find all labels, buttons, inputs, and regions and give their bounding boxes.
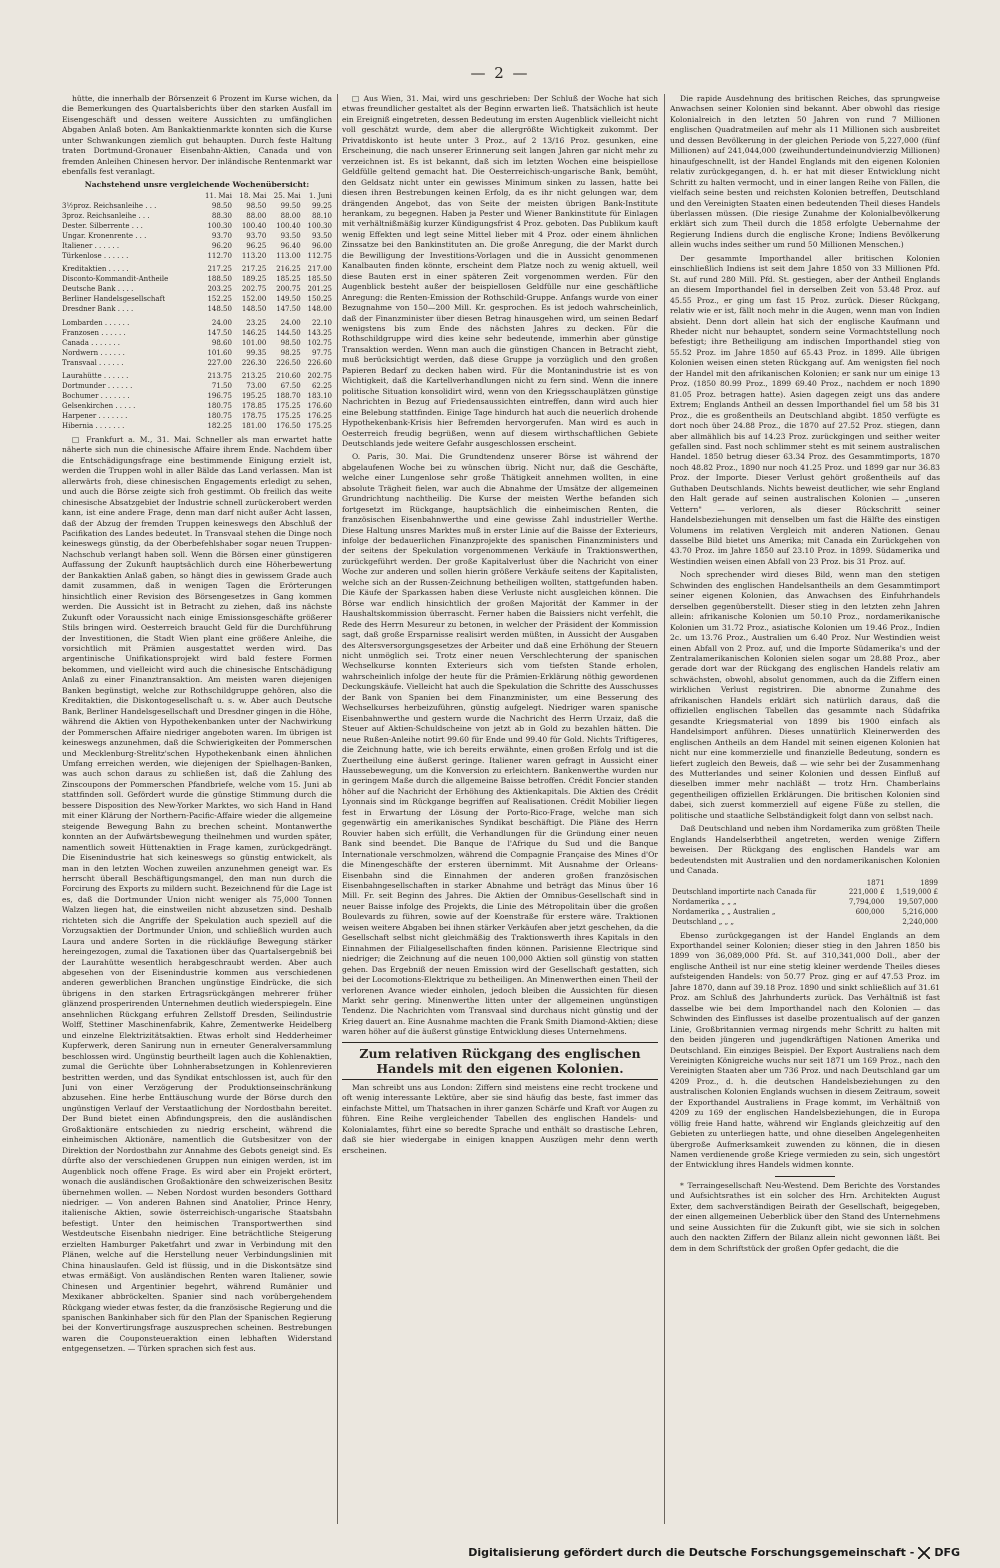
table-row [670,908,940,918]
rates-table-body [62,202,332,432]
page-number: — 2 — [470,64,530,82]
column-header: 1899 [920,878,938,887]
table-cell: 100.40 [241,221,267,230]
security-name: Hibernia . . . . . . . [62,422,125,431]
security-name: Franzosen . . . . . . [62,328,126,337]
trade-label: Deutschland importirte nach Canada für [672,888,817,897]
table-cell: 24.00 [280,318,301,327]
table-row [62,222,332,232]
table-cell: 97.75 [311,348,332,357]
footer-text: Digitalisierung gefördert durch die Deutsche Forschungsgemeinschaft - [468,1546,915,1559]
table-cell: 216.25 [276,265,301,274]
security-name: Nordwern . . . . . . [62,348,125,357]
table-cell: 203.25 [207,285,232,294]
article-headline: Zum relativen Rückgang des englischen Handels mit den eigenen Kolonien. [342,1042,658,1080]
security-name: Canada . . . . . . . [62,338,121,347]
table-cell: 217.00 [307,265,332,274]
table-cell: 22.10 [311,318,332,327]
trade-label: Nordamerika „ „ Australien „ [672,907,776,916]
table-row [62,349,332,359]
table-row [62,329,332,339]
table-row [670,918,940,928]
table-cell: 181.00 [241,422,267,431]
table-cell: 96.20 [211,241,232,250]
table-cell: 176.25 [307,412,332,421]
table-cell: 7,794,000 [848,898,885,907]
table-cell: 67.50 [280,382,301,391]
table-cell: 188.50 [207,275,232,284]
table-row [62,359,332,369]
table-cell: 113.00 [276,251,301,260]
security-name: Bochumer . . . . . . . [62,392,130,401]
table-cell: 188.70 [276,392,301,401]
section-divider [775,1176,835,1177]
table-cell: 195.25 [241,392,267,401]
table-cell: 150.25 [307,295,332,304]
table-cell [841,918,887,928]
table-cell: 144.50 [276,328,301,337]
table-cell: 1,519,000 £ [895,888,938,897]
table-cell: 180.75 [207,412,232,421]
security-name: Transvaal . . . . . . [62,358,124,367]
security-name: Gelsenkirchen . . . . . [62,402,136,411]
digitization-footer [468,1546,960,1559]
table-row [62,261,332,275]
table-cell: 226.30 [241,358,267,367]
security-name: Ungar. Kronenrente . . . [62,231,147,240]
table-cell: 147.50 [207,328,232,337]
table-cell: 210.60 [276,372,301,381]
table-cell: 88.00 [246,211,267,220]
table-cell: 98.50 [246,201,267,210]
table-cell: 88.10 [311,211,332,220]
column-header: 1. Juni [309,192,332,201]
table-cell: 93.50 [280,231,301,240]
table-cell: 221,000 £ [848,888,885,897]
column-middle [342,94,658,1526]
security-name: 3½proz. Reichsanleihe . . . [62,201,157,210]
security-name: Italiener . . . . . . [62,241,120,250]
table-cell: 100.40 [276,221,301,230]
table-row [62,285,332,295]
table-cell: 101.00 [241,338,267,347]
column-header: 11. Mai [205,192,232,201]
security-name: Dortmunder . . . . . . [62,382,133,391]
table-cell: 175.25 [307,422,332,431]
footer-logo-text: DFG [934,1546,960,1559]
table-cell: 93.70 [211,231,232,240]
table-cell: 19,507,000 [897,898,938,907]
table-cell: 2,240,000 [902,917,938,926]
table-cell: 98.50 [211,201,232,210]
table-cell: 93.50 [311,231,332,240]
table-cell: 213.25 [241,372,267,381]
table-cell: 200.75 [276,285,301,294]
table-cell: 182.25 [207,422,232,431]
table-cell: 196.75 [207,392,232,401]
security-name: Türkenlose . . . . . . [62,251,129,260]
table-cell: 185.50 [307,275,332,284]
table-cell: 226.60 [307,358,332,367]
table-row [670,888,940,898]
table-cell: 98.60 [211,338,232,347]
table-cell: 213.75 [207,372,232,381]
table-row [62,295,332,305]
table-cell: 185.25 [276,275,301,284]
paragraph: Die rapide Ausdehnung des britischen Reiches, das sprungweise Anwachsen seiner Kolonien sind bekannt. Aber obwohl das riesige Kolonialreich in den letzten 50 Jahren von rund 7 Millionen englischen Quadratmeilen auf mehr als 11 Millionen sich ausbreitet und dessen Bevölkerung in der gleichen Periode von 5,227,000 (fünf Millionen) auf 241,044,000 (zweihundertundeinundvierzig Millionen) hinaufgeschnellt, ist der Handel Englands mit den eigenen Kolonien relativ zurückgegangen, d. h. er hat mit dieser Entwicklung nicht Schritt zu halten vermocht, und in einer langen Reihe von Fällen, die vielfach seine besten und reichsten Kolonien betreffen, Deutschland und den Vereinigten Staaten einen bedeutenden Theil dieses Handels überlassen müssen. (Die riesige Zunahme der Kolonialbevölkerung erklärt sich zum Theil durch die 1858 erfolgte Uebernahme der Regierung Indiens durch die englische Krone; Indiens Bevölkerung allein wuchs indes seither um rund 50 Millionen Menschen.) [670,94,940,250]
table-row [62,212,332,222]
security-name: Laurahütte . . . . . . [62,372,129,381]
table-row [62,339,332,349]
table-row [62,242,332,252]
dfg-logo-icon [918,1547,930,1559]
column-left [62,94,332,1526]
table-row [62,392,332,402]
table-cell: 73.00 [246,382,267,391]
column-header: 25. Mai [273,192,301,201]
paragraph: * Terraingesellschaft Neu-Westend. Dem Berichte des Vorstandes und Aufsichtsrathes ist ein solcher des Hrn. Architekten August Exter, dem sachverständigen Beirath der Gesellschaft, beigegeben, der einen allgemeinen Ueberblick über den Stand des Unternehmens und seine Aussichten für die Zukunft gibt, wie sie sich in solchen auch den nackten Ziffern der Bilanz allein nicht gewonnen läßt. Bei dem in dem Schriftstück der großen Opfer gedacht, die die [670,1180,940,1253]
column-header [670,879,841,889]
table-cell: 217.25 [241,265,267,274]
paragraph: O. Paris, 30. Mai. Die Grundtendenz unserer Börse ist während der abgelaufenen Woche bei zu wünschen übrig. Nicht nur, daß die Geschäfte, welche einer Lungenlose sehr große Thätigkeit annehmen wollten, in eine absolute Trägheit fielen, war auch die Abnahme der Umsätze der allgemeinen Grundrichtung nachtheilig. Die Kurse der meisten Werthe befanden sich fortgesetzt im Rückgange, hauptsächlich die einheimischen Renten, die französischen Eisenbahnwerthe und eine gewisse Zahl industrieller Werthe. Diese Haltung unsres Marktes muß in erster Linie auf die Baisse der Exterieurs, infolge der bedauerlichen Finanzprojekte des spanischen Finanzministers und der seitens der Spekulation vorgenommenen Verkäufe in Traktionswerthen, zurückgeführt werden. Der große Kapitalverlust über die Nachricht von einer Woche zur anderen und sollen hierin größere Verkäufe seitens der Kapitalisten, welche sich an der Russen-Zeichnung betheiligen wollten, stattgefunden haben. Die Käufe der Sparkassen haben diese Verluste nicht ausgleichen können. Die Börse war endlich hinsichtlich der großen Majorität der Kammer in der Haushaltskommission überrascht. Ferner haben die Baissiers nicht verfehlt, die Rede des Herrn Mesureur zu betonen, in welcher der Präsident der Kommission sagt, daß große Ersparnisse realisirt werden müßten, in Aussicht der Ausgaben des Altersversorgungsgesetzes der Arbeiter und daß eine Erhöhung der Steuern nicht unmöglich sei. Trotz einer neuen Verschlechterung der spanischen Wechselkurse konnten Exterieurs sich vom tiefsten Stande erholen, wahrscheinlich infolge der heute für die Prämien-Erklärung nöthig gewordenen Deckungskäufe. Vielleicht hat auch die Spekulation die Schritte des Ausschusses der Bank von Spanien bei dem Finanzminister, um eine Besserung des Wechselkurses herbeizuführen, günstig aufgelegt. Niedriger waren spanische Eisenbahnwerthe und gestern wurde die Nachricht des Herrn Urzaiz, daß die Steuer auf Aktien-Schuldscheine von jetzt ab in Gold zu bezahlen hätten. Die neue Rußen-Anleihe notirt 99.60 für Ende und 99.40 für Gold. Nichts Triftigeres, die Zeichnung hatte, wie ich bereits erwähnte, einen großen Erfolg und ist die Zuertheilung eine äußerst geringe. Italiener waren gefragt in Aussicht einer Haussebewegung, um die Konversion zu erleichtern. Bankenwerthe wurden nur in geringem Maße durch die allgemeine Baisse betroffen. Crédit Foncier standen höher auf die Nachricht der Erhöhung des Aktienkapitals. Die Aktien des Crédit Lyonnais sind im Rückgange begriffen auf Realisationen. Crédit Mobilier liegen fest in Erwartung der Lösung der Porto-Rico-Frage, welche man sich gegenwärtig ein amerikanisches Syndikat beschäftigt. Die Pläne des Herrn Rouvier haben sich erfüllt, die Verhandlungen für die Gründung einer neuen Bank sind beendet. Die Banque de l'Afrique du Sud und die Banque Internationale verschmolzen, während die Compagnie Française des Mines d'Or die Minengeschäfte der ersteren übernimmt. Mit Ausnahme der Orleans-Eisenbahn sind die Einnahmen der anderen großen französischen Eisenbahngesellschaften in starker Abnahme und beträgt das Minus über 16 Mill. Fr. seit Beginn des Jahres. Die Aktien der Omnibus-Gesellschaft sind in neuer Baisse infolge des Projekts, die Linie des Métropolitain über die großen Boulevards zu führen, sowie auf der Koenstraße für erstere wäre. Traktionen weisen weitere Abgaben bei ihnen stärker Verkäufen aber jetzt geschehen, da die Gesellschaft selbst nicht gleichmäßig des Traktionswerth ihres Kapitals in den Einnahmen der Filialgesellschaften finden können. Parisienne Electrique sind niedriger; die Zeichnung auf die neuen 100,000 Aktien soll günstig von statten gehen. Das Ergebniß der neuen Emission wird der Gesellschaft gestatten, sich bei der Locomotions-Elektrique zu betheiligen. An Minenwerthen einen Theil der verlorenen Avance wieder einholen, jedoch bleiben die Aussichten für diesen Markt sehr gering. Minenwerthe litten unter der allgemeinen ungünstigen Tendenz. Die Nachrichten vom Transvaal sind durchaus nicht günstig und der Krieg dauert an. Eine Ausnahme machten die Frank Smith Diamond-Aktien; diese waren höher auf die äußerst günstige Entwicklung dieses Unternehmens. [342,452,658,1037]
table-cell: 178.75 [241,412,267,421]
table-row [62,252,332,262]
table-cell: 88.00 [280,211,301,220]
table-cell: 24.00 [211,318,232,327]
security-name: Deutsche Bank . . . . [62,285,134,294]
table-cell: 147.50 [276,305,301,314]
table-row [670,898,940,908]
table-cell: 152.25 [207,295,232,304]
table-cell: 148.50 [241,305,267,314]
column-rule [337,94,338,1524]
table-cell: 99.50 [280,201,301,210]
column-header [62,192,198,202]
table-cell: 217.25 [207,265,232,274]
table-cell: 23.25 [246,318,267,327]
table-cell: 98.25 [280,348,301,357]
security-name: Harpener . . . . . . . [62,412,128,421]
table-cell: 149.50 [276,295,301,304]
table-cell: 175.25 [276,412,301,421]
table-cell: 202.75 [307,372,332,381]
paragraph: Der gesammte Importhandel aller britischen Kolonien einschließlich Indiens ist seit dem Jahre 1850 von 33 Millionen Pfd. St. auf rund 280 Mill. Pfd. St. gestiegen, aber der Antheil Englands an diesem Importhandel fiel in derselben Zeit von 53.48 Proz. auf 45.55 Proz., er ging um fast 15 Proz. zurück. Dieser Rückgang, relativ wie er ist, fällt noch mehr in die Augen, wenn man von Indien absieht. Denn dort allein hat sich der englische Kaufmann und Rheder nicht nur behauptet, sondern seine Vormachtstellung noch befestigt; ihre Betheiligung am indischen Importhandel stieg von 55.52 Proz. im Jahre 1850 auf 65.43 Proz. in 1899. Alle übrigen Kolonien weisen einen steten Rückgang auf. Am wenigsten fiel noch der Handel mit den afrikanischen Kolonien; er sank nur um einige 13 Proz. (1850 80.99 Proz., 1899 69.40 Proz., nachdem er noch 1890 81.05 Proz. betragen hatte). Asien dagegen zeigt uns das andere Extrem; Englands Antheil an dessen Importhandel fiel um 58 bis 31 Proz., die es großentheils an Deutschland abgibt. 1850 verfügte es dort noch über 24.88 Proz., die 1870 auf 27.52 Proz. stiegen, dann aber allmählich bis auf 14.23 Proz. zurückgingen und seither weiter gefallen sind. Fast noch schlimmer steht es mit seinem australischen Handel. 1850 betrug dieser 63.34 Proz. des Gesammtimports, 1870 noch 48.82 Proz., 1890 nur noch 41.25 Proz. und 1899 gar nur 36.83 Proz. der Importe. Dieser Verlust gehört großentheils auf das Guthaben Deutschlands. Nichts beweist deutlicher, wie sehr England den Halt gerade auf seinen australischen Kolonien — „unseren Vettern" — verloren, als dieser Rückschritt seiner Handelsbeziehungen mit denselben um fast die Hälfte des einstigen Volumens im relativen Vergleich mit anderen Nationen. Genau dasselbe Bild bietet uns Amerika; mit Canada ein Zurückgehen von 43.70 Proz. im Jahre 1850 auf 23.10 Proz. in 1899. Südamerika und Westindien weisen einen Abfall von 23 Proz. bis 31 Proz. auf. [670,253,940,566]
table-cell: 100.30 [307,221,332,230]
security-name: Kreditaktien . . . . . [62,265,129,274]
table-row [62,232,332,242]
table-cell: 99.35 [246,348,267,357]
table-cell: 88.30 [211,211,232,220]
table-cell: 71.50 [211,382,232,391]
table-intro: Nachstehend unsre vergleichende Wochenübersicht: [84,179,310,189]
column-right [670,94,940,1526]
table-cell: 62.25 [311,382,332,391]
table-row [62,402,332,412]
table-cell: 146.25 [241,328,267,337]
table-row [62,412,332,422]
table-cell: 600,000 [855,907,885,916]
table-cell: 183.10 [307,392,332,401]
table-cell: 112.70 [207,251,232,260]
table-row [62,275,332,285]
table-cell: 98.50 [280,338,301,347]
table-cell: 226.50 [276,358,301,367]
rates-table [62,192,332,432]
table-cell: 180.75 [207,402,232,411]
table-cell: 113.20 [241,251,267,260]
paragraph: Daß Deutschland und neben ihm Nordamerika zum größten Theile Englands Handelserbtheil angetreten, werden wenige Ziffern beweisen. Der Rückgang des englischen Handels war am bedeutendsten mit Australien und den nordamerikanischen Kolonien und Canada. [670,824,940,876]
table-cell: 112.75 [307,251,332,260]
security-name: 3proz. Reichsanleihe . . . [62,211,150,220]
table-cell: 178.85 [241,402,267,411]
column-header: 1871 [866,878,885,887]
table-header-row [670,879,940,889]
security-name: Disconto-Kommandit-Antheile [62,275,169,284]
security-name: Dester. Silberrente . . . [62,221,143,230]
table-cell: 96.00 [311,241,332,250]
table-row [62,202,332,212]
table-cell: 100.30 [207,221,232,230]
trade-table-body [670,888,940,927]
paragraph: Noch sprechender wird dieses Bild, wenn man den stetigen Schwinden des englischen Handelsantheils an dem Gesammtimport seiner eigenen Kolonien, das Anwachsen des Einfuhrhandels derselben gegenüberstellt. Dieser stieg in den letzten zehn Jahren allein: afrikanische Kolonien um 50.10 Proz., nordamerikanische Kolonien um 31.72 Proz., asiatische Kolonien um 19.46 Proz., Indien 2c. um 13.76 Proz., Australien um 6.40 Proz. Nur Westindien weist einen Abfall von 2 Proz. auf, und die Importe Südamerika's und der Zentralamerikanischen Kolonien sielen sogar um 28.88 Proz., aber gerade dort war der Rückgang des englischen Handels relativ am schwächsten, obwohl, absolut genommen, auch da die Ziffern einen wirklichen Verlust registriren. Die abnorme Zunahme des afrikanischen Handels erklärt sich natürlich daraus, daß die offiziellen englischen Tabellen das gesammte nach Südafrika gesandte Kriegsmaterial von 1899 bis 1900 einfach als Handelsimport anführen. Dieses unnatürlich Kleinerwerden des englischen Antheils an dem Handel mit seinen eigenen Kolonien hat nicht nur eine kommerzielle und finanzielle Bedeutung, sondern es liefert zugleich den Beweis, daß — wie sehr bei der Zusammenhang des Mutterlandes und seiner Kolonien und dessen Einfluß auf dieselben immer mehr nachläßt — trotz Hrn. Chamberlains gegentheiligen offiziellen Erklärungen. Die britischen Kolonien sind dabei, sich zuerst kommerziell auf eigene Füße zu stellen, die politische und staatliche Selbständigkeit folgt dann von selbst nach. [670,570,940,820]
table-cell: 176.60 [307,402,332,411]
trade-label: Nordamerika „ „ „ [672,898,737,907]
table-row [62,368,332,382]
table-cell: 175.25 [276,402,301,411]
paragraph: Ebenso zurückgegangen ist der Handel Englands an dem Exporthandel seiner Kolonien; dieser stieg in den Jahren 1850 bis 1899 von 36,089,000 Pfd. St. auf 310,341,000 Doll., aber der englische Antheil ist nur eine stetig kleiner werdende Theiles dieses aufsteigenden Handels: von 50.77 Proz. ging er auf 47.53 Proz. im Jahre 1870, dann auf 39.18 Proz. 1890 und sinkt schließlich auf 31.61 Proz. am Schluß des Jahrhunderts zurück. Das Verhältniß ist fast dasselbe wie bei dem Importhandel nach den Kolonien — das Schwinden des Einflusses ist daselbe prozentualisch auf der ganzen Linie, Großbritannien vermag nirgends mehr Schritt zu halten mit den beiden jüngeren und jugendkräftigen Nationen Amerika und Deutschland. Ein einziges Beispiel. Der Export Australiens nach dem Vereinigten Königreiche wuchs nur seit 1871 um 169 Proz., nach den Vereinigten Staaten aber um 736 Proz. und nach Deutschland gar um 4209 Proz., d. h. die deutschen Handelsbeziehungen zu den australischen Kolonien Englands wuchsen in diesem Zeitraum, soweit der Exporthandel Australiens in Frage kommt, im Verhältniß von 4209 zu 169 der englischen Handelsbeziehungen, die in Europa völlig freie Hand hatte, während wir Englands gleichzeitig auf den Gebieten zu unterliegen hatte, und ohne dieselben Angelegenheiten übergroße Aufmerksamkeit zuwenden zu können, die in diesen Namen verdienende große Kriege vermieden zu sein, sich ungestört der Entwicklung ihres Handels widmen konnte. [670,930,940,1170]
table-cell: 102.75 [307,338,332,347]
table-header-row [62,192,332,202]
security-name: Berliner Handelsgesellschaft [62,295,166,304]
table-cell: 227.00 [207,358,232,367]
paragraph: hütte, die innerhalb der Börsenzeit 6 Prozent im Kurse wichen, da die Bemerkungen des Quartalsberichts über den starken Ausfall im Eisengeschäft und dessen weitere Aussichten zu umfänglichen Abgaben Anlaß boten. Am Bankaktienmarkte konnten sich die Kurse unter Schwankungen ziemlich gut behaupten. Durch feste Haltung traten Dortmund-Gronauer Eisenbahn-Aktien, Canada und von fremden Anleihen Chinesen hervor. Der inländische Rentenmarkt war ebenfalls fest veranlagt. [62,94,332,177]
table-cell: 99.25 [311,201,332,210]
table-cell: 202.75 [241,285,267,294]
security-name: Lombarden . . . . . . [62,318,130,327]
table-row [62,315,332,329]
column-header: 18. Mai [239,192,267,201]
table-cell: 189.25 [241,275,267,284]
column-rule [664,94,665,1524]
table-cell: 93.70 [246,231,267,240]
trade-table [670,879,940,928]
table-cell: 148.00 [307,305,332,314]
paragraph: □ Frankfurt a. M., 31. Mai. Schneller als man erwartet hatte näherte sich nun die chinesische Affaire ihrem Ende. Nachdem über die Entschädigungsfrage eine bestimmende Einigung erzielt ist, werden die Truppen wohl in aller Bälde das Land verlassen. Man ist allerwärts froh, diese chinesischen Engagements erledigt zu sehen, und auch die Börse zeigte sich froh gestimmt. Ob freilich das weite chinesische Absatzgebiet der Industrie schnell zurückerobert werden kann, ist eine andere Frage, denn man darf nicht außer Acht lassen, daß der Abzug der fremden Truppen keineswegs den Abschluß der Pacifikation des Landes bedeutet. In Transvaal stehen die Dinge noch keineswegs günstig, da der Oberbefehlshaber sogar neuen Truppen-Nachschub verlangt haben soll. Wenn die Börsen einer günstigeren Auffassung der Zukunft hauptsächlich durch eine Höherbewertung der Bankaktien Anlaß gaben, so hängt dies in gewissem Grade auch damit zusammen, daß in wenigen Tagen die Erörterungen hinsichtlich einer Revision des Börsengesetzes in Gang kommen werden. Die Aussicht ist in Betracht zu ziehen, daß ins nächste Zukunft oder Voraussicht nach einige Emissionsgeschäfte größerer Stils bringen wird. Oesterreich braucht Geld für die Durchführung der Investitionen, die Stadt Wien plant eine größere Anleihe, die vorsichtlich mit Prämien ausgestattet werden wird. Das argentinische Unifikationsprojekt wird bald festere Formen bekommen, und vielleicht wird auch die chinesische Entschädigung Anlaß zu einer Finanztransaktion. Am meisten waren diejenigen Banken begünstigt, welche zur Rothschildgruppe gehören, also die Kreditaktien, die Diskontogesellschaft u. s. w. Aber auch Deutsche Bank, Berliner Handelsgesellschaft und Dresdner gingen in die Höhe, während die Aktien von Hypothekenbanken unter der Nachwirkung der Pommerschen Affaire niedriger angeboten waren. Im übrigen ist keineswegs anzunehmen, daß die Schwierigkeiten der Pommerschen und Mecklenburg-Strelitz'schen Hypothekenbank einen ähnlichen Umfang erreichen werden, wie diejenigen der Spielhagen-Banken, was auch schon daraus zu schließen ist, daß die Zahlung des Zinscoupons der Pommerschen Pfandbriefe, welche vom 15. Juni ab stattfinden soll. Gefördert wurde die günstige Stimmung durch die bessere Disposition des New-Yorker Marktes, wo sich Hand in Hand mit einer Klärung der Northern-Pacific-Affaire wieder die allgemeine steigende Bewegung Bahn zu brechen scheint. Montanwerthe konnten an der Aufwärtsbewegung theilnehmen und wurden später, namentlich soweit Hüttenaktien in Frage kamen, zurückgedrängt. Die Eisenindustrie hat sich keineswegs so günstig entwickelt, als man in den letzten Wochen zuweilen anzunehmen geneigt war. Es herrscht überall Beschäftigungsmangel, den man nun durch die Forcirung des Exports zu mildern sucht. Bezeichnend für die Lage ist es, daß die Dortmunder Union nicht weniger als 75,000 Tonnen Walzen liegen hat, die einstweilen nicht abzusetzen sind. Deshalb richteten sich die Angriffe der Spekulation auch speziell auf die Vorzugsaktien der Dortmunder Union, und schließlich wurden auch Laura und andere Sorten in die rückläufige Bewegung stärker hereingezogen, zumal die Taxationen über das Quartalsergebniß bei der Laurahütte wesentlich herabgeschraubt werden. Aber auch abgesehen von der Eisenindustrie kommen aus verschiedenen anderen gewerblichen Branchen ungünstige Eindrücke, die sich übrigens in den starken Ertragsrückgängen mehrerer früher glänzend prosperirenden Unternehmen deutlich wiederspiegeln. Eine ansehnlichen Rückgang erfuhren Zellstoff Dresden, Seilindustrie Wolff, Stettiner Maschinenfabrik, Kahre, Zementwerke Heidelberg und einzelne Elektrizitätsaktien. Etwas erholt sind Hedderheimer Kupferwerk, deren Sanirung nun in erneuter Generalversammlung beschlossen wird. Ungünstig beurtheilt lagen auch die Kohlenaktien, zumal die Gerüchte über Lohnherabsetzungen in Kohlenrevieren bestritten werden, und das Syndikat entschlossen ist, auch für den Juni von einer Verzögerung der Produktionseinschränkung abzusehen. Eine herbe Enttäuschung wurde der Börse durch den ungünstigen Verlauf der Verstaatlichung der Nordostbahn bereitet. Der Bund bietet einen Abfindungspreis, den die ausländischen Großaktionäre entschieden zu niedrig erscheint, während die einheimischen Aktionäre, namentlich die Gutsbesitzer von der Direktion der Nordostbahn zur Annahme des Gebots geneigt sind. Es dürfte also der verschiedenen Gruppen nun einigen werden, ist im Augenblick noch offene Frage. Es wird aber ein Projekt erörtert, wonach die ausländischen Großaktionäre den schweizerischen Besitz übernehmen wollen. — Neben Nordost wurden besonders Gotthard niedriger. — Von anderen Bahnen sind Anatolier, Prince Henry, italienische Aktien, sowie österreichisch-ungarische Staatsbahn befestigt. Unter den heimischen Transportwerthen sind Westdeutsche Eisenbahn niedriger. Eine beträchtliche Steigerung erzielten Hamburger Paketfahrt und zwar in Verbindung mit den Plänen, welche auf die Herstellung neuer Verbindungslinien mit China hinauslaufen. Geld ist flüssig, und in die Diskontsätze sind etwas ermäßigt. Von ausländischen Renten waren Italiener, sowie Chinesen und Argentinier begehrt, während Rumänier und Mexikaner abbröckelten. Spanier sind nach vorübergehendem Rückgang wieder etwas fester, da die französische Regierung und die spanischen Bankinhaber sich für den Plan der Spanischen Regierung bei der Konvertirungsfrage auszusprechen scheinen. Bestrebungen waren die Couponsteueraktion einen lebhaften Widerstand entgegensetzen. — Türken sprachen sich fest aus. [62,434,332,1354]
table-cell: 176.50 [276,422,301,431]
table-cell: 96.40 [280,241,301,250]
table-row [62,422,332,432]
table-cell: 96.25 [246,241,267,250]
table-cell: 201.25 [307,285,332,294]
table-row [62,382,332,392]
table-cell: 152.00 [241,295,267,304]
paragraph: □ Aus Wien, 31. Mai, wird uns geschrieben: Der Schluß der Woche hat sich etwas freundlicher gestaltet als der Beginn erwarten ließ. Thatsächlich ist heute ein Ereigniß eingetreten, dessen Bedeutung im ersten Augenblick vielleicht nicht voll geschätzt wurde, dem aber die allergrößte Wichtigkeit zukommt. Der Privatdiskonto ist heute unter 3 Proz., auf 2 13/16 Proz. gesunken, eine Erscheinung, die nach unserer Erinnerung seit langen Jahren gar nicht mehr zu verzeichnen ist. Es ist bekannt, daß sich im letzten Wochen eine beispiellose Geldfülle geltend gemacht hat. Die Oesterreichisch-ungarische Bank, bemüht, den Geldsatz nicht unter ein gewisses Minimum sinken zu lassen, hatte bei diesen ihren Bestrebungen keinen Erfolg, da es ihr nicht gelungen war, dem drängenden Angebot, das von Seite der meisten übrigen Bank-Institute herankam, zu begegnen. Haben ja Pester und Wiener Bankinstitute für Einlagen mit verhältnißmäßig kurzer Kündigungsfrist 4 Proz. geboten. Das Publikum kauft wenig Effekten und legt seine Mittel lieber mit 4 Proz. oder einem ähnlichen Zinssatze bei den Bankinstituten an. Die große Anregung, die der Markt durch die Bewilligung der Investitions-Vorlagen und die in Aussicht genommenen Kanalbauten finden könnte, erscheint dem Platze noch zu wenig aktuell, weil diese Bauten erst in einer späteren Zeit vorgenommen werden. Für den Augenblick besteht außer der beispiellosen Geldfülle nur eine geschäftliche Anregung: die Renten-Emission der Rothschild-Gruppe. Anfangs wurde von einer Bezugnahme von 150—200 Mill. Kr. gesprochen. Es ist jedoch wahrscheinlich, daß der Finanzminister über diesen Betrag hinausgehen wird, um seinen Bedarf wenigstens bis zum Ende des nächsten Jahres zu decken. Für die Rothschildgruppe wird dies keine sehr bedeutende, immerhin aber günstige Transaktion werden. Wenn man auch die günstigen Chancen in Betracht zieht, muß berücksichtigt werden, daß diese Gruppe ja vorzüglich und den großen Papieren Bedarf zu decken haben wird. Für die Montanindustrie ist es von Wichtigkeit, daß die Kartellverhandlungen nicht zu fern sind. Wenn die innere politische Situation konsolidirt wird, wenn von den Kriegsschauplätzen günstige Nachrichten in Bezug auf Friedensaussichten eintreffen, dann wird auch hier eine Belebung stattfinden. Einige Tage hindurch hat auch die neuerlich drohende Hypothekenbank-Krisis hier Befremden hervorgerufen. Man wird es auch in Oesterreich freudig begrüßen, wenn auf diesem wirthschaftlichen Gebiete Deutschlands jede weitere Gefahr ausgeschlossen erscheint. [342,94,658,448]
table-cell: 5,216,000 [902,907,938,916]
table-cell: 101.60 [207,348,232,357]
table-cell: 143.25 [307,328,332,337]
paragraph: Man schreibt uns aus London: Ziffern sind meistens eine recht trockene und oft wenig interessante Lektüre, aber sie sind häufig das beste, fast immer das einfachste Mittel, um Thatsachen in ihrer ganzen Schärfe und Kraft vor Augen zu führen. Eine Reihe vergleichender Tabellen des englischen Handels- und Kolonialamtes, führt eine so beredte Sprache und enthält so drastische Lehren, daß sie hier wiedergabe in einigen knappen Auszügen mehr denn werth erscheinen. [342,1082,658,1155]
security-name: Dresdner Bank . . . . [62,305,134,314]
table-cell: 148.50 [207,305,232,314]
trade-label: Deutschland „ „ „ [672,917,735,926]
table-row [62,305,332,315]
